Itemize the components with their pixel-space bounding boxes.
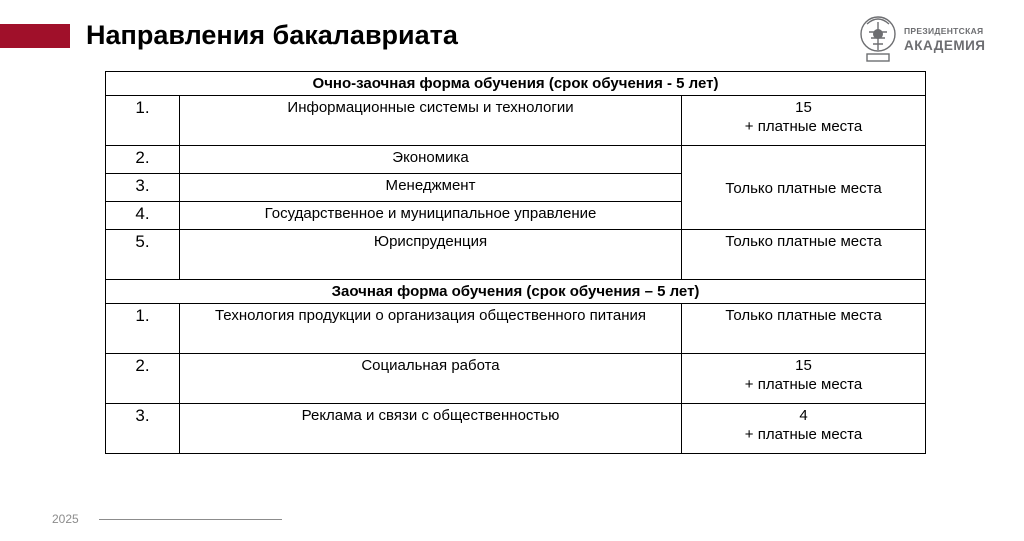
section-header-row <box>106 280 926 304</box>
places-cell: Только платные места <box>682 146 926 230</box>
program-name: Технология продукции о организация общественного питания <box>180 304 682 354</box>
places-cell <box>682 96 926 146</box>
row-number: 2. <box>106 146 180 174</box>
places-cell <box>682 354 926 404</box>
places-count: 4 <box>799 407 808 424</box>
row-number: 3. <box>106 174 180 202</box>
places-note: + платные места <box>744 426 863 443</box>
programs-table <box>105 71 926 454</box>
row-number: 1. <box>106 304 180 354</box>
section-header-row <box>106 72 926 96</box>
section-title: Заочная форма обучения (срок обучения – 5 лет) <box>106 280 926 304</box>
row-number: 1. <box>106 96 180 146</box>
places-cell <box>682 404 926 454</box>
row-number: 4. <box>106 202 180 230</box>
program-name: Социальная работа <box>180 354 682 404</box>
table-row <box>106 96 926 146</box>
table-row <box>106 230 926 280</box>
places-count: 15 <box>795 99 812 116</box>
table-row <box>106 354 926 404</box>
program-name: Менеджмент <box>180 174 682 202</box>
emblem-icon <box>857 10 899 66</box>
program-name: Государственное и муниципальное управление <box>180 202 682 230</box>
row-number: 5. <box>106 230 180 280</box>
program-name: Юриспруденция <box>180 230 682 280</box>
row-number: 2. <box>106 354 180 404</box>
footer-divider <box>99 519 282 520</box>
places-note: + платные места <box>744 376 863 393</box>
logo-line2: АКАДЕМИЯ <box>904 37 986 53</box>
table-row <box>106 304 926 354</box>
logo-line1: ПРЕЗИДЕНТСКАЯ <box>904 26 984 36</box>
section-title: Очно-заочная форма обучения (срок обучения - 5 лет) <box>106 72 926 96</box>
table-row <box>106 146 926 174</box>
places-note: + платные места <box>744 118 863 135</box>
program-name: Информационные системы и технологии <box>180 96 682 146</box>
footer-year: 2025 <box>52 512 79 526</box>
page-title: Направления бакалавриата <box>86 20 458 50</box>
table-row <box>106 404 926 454</box>
places-count: 15 <box>795 357 812 374</box>
academy-logo <box>857 10 1007 68</box>
places-cell: Только платные места <box>682 230 926 280</box>
program-name: Экономика <box>180 146 682 174</box>
accent-bar <box>0 24 70 48</box>
places-cell: Только платные места <box>682 304 926 354</box>
program-name: Реклама и связи с общественностью <box>180 404 682 454</box>
row-number: 3. <box>106 404 180 454</box>
